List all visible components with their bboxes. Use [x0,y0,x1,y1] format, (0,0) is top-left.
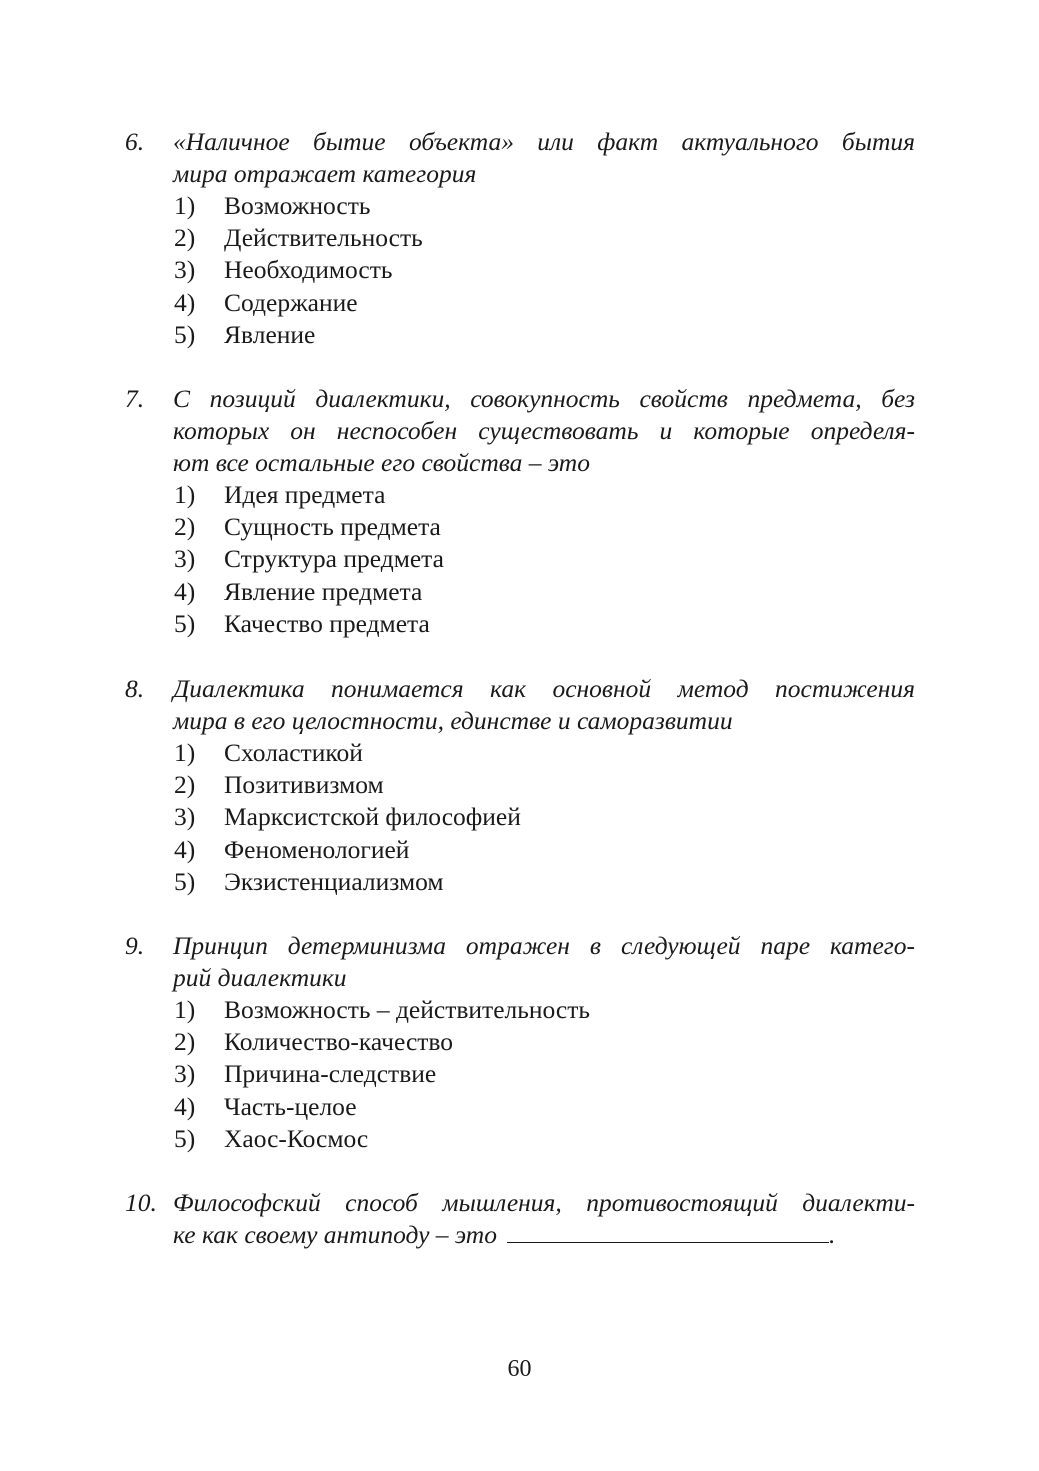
answer-option [174,866,915,898]
option-number: 5) [174,866,196,896]
question-line: Философский способ мышления, противостоящий диалекти- [173,1188,915,1217]
option-text: Схоластикой [224,738,363,767]
option-number: 1) [174,995,196,1024]
option-text: Сущность предмета [224,512,441,542]
option-number: 1) [174,191,196,220]
question-text [125,383,915,479]
answer-option [174,1091,915,1123]
answer-options [125,994,915,1155]
option-number: 4) [174,834,196,864]
question-text [125,930,915,994]
option-text: Содержание [224,287,358,317]
option-text: Явление [224,319,316,349]
option-text: Идея предмета [224,480,386,509]
question-7 [125,383,915,640]
option-number: 5) [174,319,196,349]
question-line: ке как своему антиподу – это [173,1220,497,1249]
option-text: Позитивизмом [224,770,384,800]
question-text [125,126,915,190]
answer-option [174,254,915,286]
question-line: которых он неспособен существовать и которые определя- [173,416,915,445]
question-number: 8. [125,674,145,703]
answer-option [174,543,915,575]
option-number: 3) [174,1059,196,1089]
option-number: 4) [174,287,196,317]
answer-option [174,222,915,254]
option-text: Марксистской философией [224,802,521,832]
answer-option [174,479,915,511]
option-text: Явление предмета [224,576,423,606]
option-number: 5) [174,608,196,638]
question-line-with-blank [173,1219,915,1251]
option-text: Возможность [224,191,371,220]
question-9 [125,930,915,1155]
question-number: 6. [125,127,145,156]
answer-option [174,511,915,543]
question-line: «Наличное бытие объекта» или факт актуального бытия [173,127,915,156]
option-number: 3) [174,802,196,832]
option-text: Необходимость [224,255,393,285]
question-6 [125,126,915,351]
option-number: 2) [174,770,196,800]
question-text [125,673,915,737]
option-text: Действительность [224,223,423,253]
option-number: 1) [174,738,196,767]
option-number: 2) [174,512,196,542]
question-line: мира в его целостности, единстве и саморазвитии [173,706,733,735]
option-text: Хаос-Космос [224,1123,369,1153]
answer-options [125,737,915,898]
question-line: рий диалектики [173,963,347,992]
option-text: Причина-следствие [224,1059,437,1089]
option-text: Структура предмета [224,544,444,574]
answer-options [125,190,915,351]
answer-option [174,1123,915,1155]
answer-option [174,834,915,866]
question-text [125,1187,915,1251]
option-number: 4) [174,576,196,606]
option-number: 5) [174,1123,196,1153]
option-text: Феноменологией [224,834,410,864]
option-text: Экзистенциализмом [224,866,444,896]
answer-option [174,737,915,769]
option-number: 3) [174,544,196,574]
question-line: Принцип детерминизма отражен в следующей паре катего- [173,931,915,960]
question-line: мира отражает категория [173,159,477,188]
question-10 [125,1187,915,1251]
answer-option [174,576,915,608]
question-line: ют все остальные его свойства – это [173,448,590,477]
answer-option [174,1058,915,1090]
answer-option [174,190,915,222]
answer-option [174,769,915,801]
question-number: 7. [125,384,145,413]
option-number: 2) [174,223,196,253]
answer-option [174,1026,915,1058]
option-number: 2) [174,1027,196,1057]
trailing-period: . [828,1220,836,1249]
answer-option [174,608,915,640]
option-text: Качество предмета [224,608,430,638]
option-text: Возможность – действительность [224,995,590,1024]
answer-options [125,479,915,640]
question-8 [125,673,915,898]
page-number: 60 [507,1356,532,1382]
option-number: 3) [174,255,196,285]
answer-option [174,994,915,1026]
question-number: 10. [125,1188,157,1217]
option-text: Часть-целое [224,1091,357,1121]
answer-option [174,319,915,351]
question-line: С позиций диалектики, совокупность свойств предмета, без [173,384,915,413]
answer-blank-line [507,1220,829,1243]
option-text: Количество-качество [224,1027,454,1057]
question-number: 9. [125,931,145,960]
answer-option [174,287,915,319]
option-number: 4) [174,1091,196,1121]
answer-option [174,801,915,833]
option-number: 1) [174,480,196,509]
question-line: Диалектика понимается как основной метод постижения [173,674,915,703]
